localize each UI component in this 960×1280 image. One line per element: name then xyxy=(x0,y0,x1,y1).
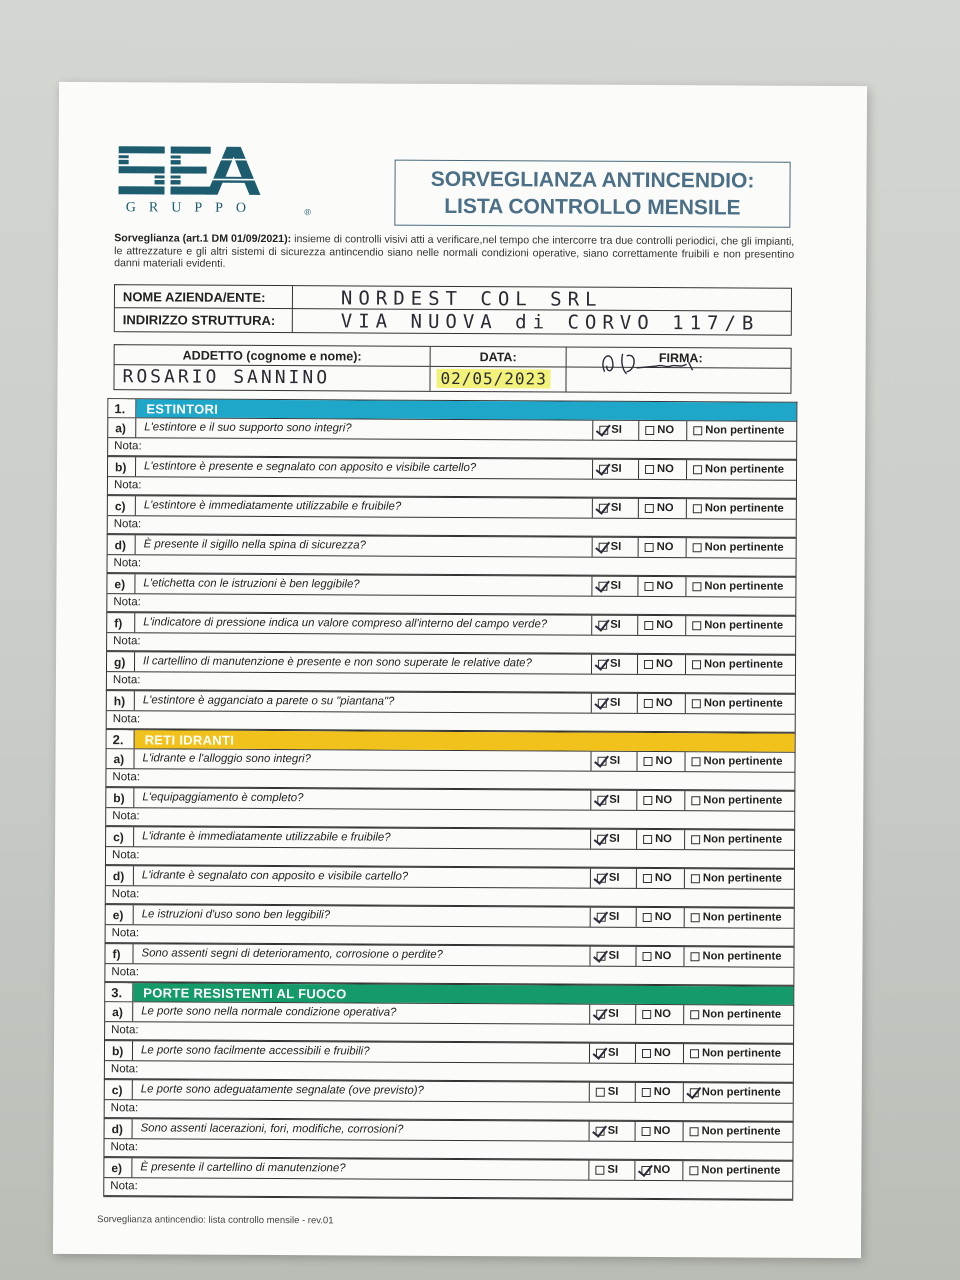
checkbox-icon[interactable] xyxy=(645,543,654,552)
note-row[interactable]: Nota: xyxy=(108,438,796,460)
checklist-item xyxy=(107,495,797,538)
note-row[interactable]: Nota: xyxy=(107,633,795,655)
question-text: Sono assenti segni di deterioramento, corrosione o perdite? xyxy=(141,947,443,961)
question-letter: e) xyxy=(107,574,135,593)
option-label: Non pertinente xyxy=(702,950,782,963)
option-yes[interactable] xyxy=(590,908,636,927)
date-field[interactable]: 02/05/2023 xyxy=(436,369,550,389)
option-label: Non pertinente xyxy=(703,833,783,846)
note-row[interactable]: Nota: xyxy=(105,964,793,986)
checkbox-icon[interactable] xyxy=(598,699,607,708)
option-label: Non pertinente xyxy=(704,658,784,671)
question-letter: g) xyxy=(107,652,135,671)
checklist-item xyxy=(106,651,796,694)
checkbox-icon[interactable] xyxy=(643,796,652,805)
option-not-applicable[interactable] xyxy=(685,577,795,597)
option-not-applicable[interactable] xyxy=(682,1161,792,1181)
section-number: 1. xyxy=(108,399,136,417)
option-label: Non pertinente xyxy=(704,502,784,515)
option-no[interactable] xyxy=(635,1044,683,1063)
option-yes[interactable] xyxy=(590,830,636,849)
option-yes[interactable] xyxy=(590,869,636,888)
option-label: SI xyxy=(609,696,621,709)
option-not-applicable[interactable] xyxy=(684,752,794,772)
section-number: 2. xyxy=(107,730,135,748)
option-label: SI xyxy=(609,754,621,767)
option-no[interactable] xyxy=(636,791,684,810)
staff-column xyxy=(114,345,430,391)
note-row[interactable]: Nota: xyxy=(108,477,796,499)
section-header xyxy=(107,398,797,421)
checkbox-icon[interactable] xyxy=(642,1010,651,1019)
option-label: Non pertinente xyxy=(701,1086,781,1099)
question-letter: h) xyxy=(107,691,135,710)
checkbox-icon[interactable] xyxy=(597,835,606,844)
registered-mark: ® xyxy=(304,207,312,218)
option-yes[interactable] xyxy=(591,694,637,713)
note-row[interactable]: Nota: xyxy=(104,1178,792,1200)
staff-info-table xyxy=(113,344,791,394)
address-row xyxy=(115,308,791,335)
checkbox-icon[interactable] xyxy=(596,1127,605,1136)
checkbox-icon[interactable] xyxy=(642,1049,651,1058)
checkbox-icon[interactable] xyxy=(689,1166,698,1175)
option-label: SI xyxy=(607,1046,619,1059)
option-no[interactable] xyxy=(635,1122,683,1141)
option-label: SI xyxy=(610,579,622,592)
option-not-applicable[interactable] xyxy=(685,616,795,636)
checklist-item xyxy=(104,1040,794,1083)
checklist-item xyxy=(106,690,796,733)
question-text: L'estintore e il suo supporto sono integri? xyxy=(144,421,352,435)
option-not-applicable[interactable] xyxy=(683,947,793,967)
option-label: NO xyxy=(654,911,672,924)
option-label: SI xyxy=(610,501,622,514)
checkbox-icon[interactable] xyxy=(599,504,608,513)
checkbox-icon[interactable] xyxy=(645,465,654,474)
option-label: NO xyxy=(655,697,673,710)
checkbox-icon[interactable] xyxy=(691,874,700,883)
checklist-item xyxy=(105,748,795,791)
checkbox-icon[interactable] xyxy=(693,426,702,435)
checklist-sheet xyxy=(53,82,867,1258)
checkbox-icon[interactable] xyxy=(693,465,702,474)
question-text: Le porte sono nella normale condizione operativa? xyxy=(141,1005,397,1019)
option-yes[interactable] xyxy=(589,947,635,966)
option-yes[interactable] xyxy=(589,1122,635,1141)
checkbox-icon[interactable] xyxy=(598,660,607,669)
checklist-item xyxy=(105,826,795,869)
option-not-applicable[interactable] xyxy=(686,460,796,480)
sea-logo-icon xyxy=(114,142,264,199)
checkbox-icon[interactable] xyxy=(642,1127,651,1136)
checkbox-icon[interactable] xyxy=(690,952,699,961)
option-yes[interactable] xyxy=(592,460,638,479)
checkbox-icon[interactable] xyxy=(693,543,702,552)
option-label: NO xyxy=(656,658,673,671)
checkbox-icon[interactable] xyxy=(599,465,608,474)
signature-label: FIRMA: xyxy=(567,348,791,369)
option-label: SI xyxy=(611,462,622,475)
question-letter: f) xyxy=(105,944,133,963)
option-label: Non pertinente xyxy=(703,755,783,768)
option-label: SI xyxy=(608,871,620,884)
note-row[interactable]: Nota: xyxy=(104,1139,792,1161)
option-no[interactable] xyxy=(638,538,686,557)
checklist-item xyxy=(103,1118,793,1161)
section-title: ESTINTORI xyxy=(136,399,796,420)
option-label: SI xyxy=(610,618,621,631)
checkbox-icon[interactable] xyxy=(644,699,653,708)
checkbox-icon[interactable] xyxy=(692,582,701,591)
option-yes[interactable] xyxy=(589,1005,635,1024)
question-text: L'idrante è immediatamente utilizzabile e fruibile? xyxy=(142,830,391,844)
option-label: NO xyxy=(655,755,673,768)
option-label: NO xyxy=(653,1086,671,1099)
option-not-applicable[interactable] xyxy=(684,791,794,811)
option-not-applicable[interactable] xyxy=(683,1044,793,1064)
option-label: Non pertinente xyxy=(701,1047,781,1060)
option-no[interactable] xyxy=(638,460,686,479)
option-yes[interactable] xyxy=(589,1083,635,1102)
checkbox-icon[interactable] xyxy=(645,426,654,435)
checkbox-icon[interactable] xyxy=(597,913,606,922)
checklist-item xyxy=(106,573,796,616)
checkbox-icon[interactable] xyxy=(693,504,702,513)
option-label: NO xyxy=(656,619,674,632)
option-yes[interactable] xyxy=(590,752,636,771)
option-label: Non pertinente xyxy=(703,794,783,807)
option-label: NO xyxy=(655,794,673,807)
option-not-applicable[interactable] xyxy=(686,421,796,441)
checkbox-icon[interactable] xyxy=(691,913,700,922)
checkbox-icon[interactable] xyxy=(597,874,606,883)
option-not-applicable[interactable] xyxy=(684,869,794,889)
question-letter: a) xyxy=(105,1002,133,1021)
option-label: Non pertinente xyxy=(702,911,782,924)
company-info-table xyxy=(114,284,792,336)
option-not-applicable[interactable] xyxy=(686,538,796,558)
checkbox-icon[interactable] xyxy=(596,1088,605,1097)
document-title xyxy=(394,160,790,228)
option-not-applicable[interactable] xyxy=(683,1005,793,1025)
option-yes[interactable] xyxy=(592,421,638,440)
question-letter: b) xyxy=(106,788,134,807)
checkbox-icon[interactable] xyxy=(692,621,701,630)
checkbox-icon[interactable] xyxy=(690,1049,699,1058)
option-label: NO xyxy=(657,463,674,476)
question-letter: e) xyxy=(106,905,134,924)
option-yes[interactable] xyxy=(591,655,637,674)
checkbox-icon[interactable] xyxy=(644,757,653,766)
note-row[interactable]: Nota: xyxy=(106,769,794,791)
question-text: L'etichetta con le istruzioni è ben leggibile? xyxy=(143,577,360,591)
note-row[interactable]: Nota: xyxy=(106,847,794,869)
option-label: SI xyxy=(611,423,622,436)
question-text: L'estintore è immediatamente utilizzabile e fruibile? xyxy=(143,499,402,513)
section-header xyxy=(104,982,794,1005)
option-label: Non pertinente xyxy=(704,580,784,593)
option-yes[interactable] xyxy=(591,616,637,635)
question-text: L'idrante e l'alloggio sono integri? xyxy=(142,752,311,766)
checklist-item xyxy=(107,456,797,499)
question-text: L'estintore è agganciato a parete o su "piantana"? xyxy=(142,694,395,708)
option-label: NO xyxy=(654,872,672,885)
note-row[interactable]: Nota: xyxy=(105,1061,793,1083)
checkbox-icon[interactable] xyxy=(642,952,651,961)
section-title: PORTE RESISTENTI AL FUOCO xyxy=(133,983,793,1004)
section-number: 3. xyxy=(105,983,133,1001)
checklist-item xyxy=(105,865,795,908)
option-no[interactable] xyxy=(634,1161,682,1180)
option-no[interactable] xyxy=(635,1083,683,1102)
checkbox-icon[interactable] xyxy=(690,1010,699,1019)
option-label: SI xyxy=(610,540,622,553)
company-logo xyxy=(114,142,312,223)
option-label: Non pertinente xyxy=(705,424,785,437)
option-label: Non pertinente xyxy=(701,1164,781,1177)
option-no[interactable] xyxy=(635,947,683,966)
checkbox-icon[interactable] xyxy=(643,913,652,922)
option-label: SI xyxy=(609,832,620,845)
checklist-item xyxy=(104,943,794,986)
address-field[interactable]: VIA NUOVA di CORVO 117/B xyxy=(340,310,760,335)
checkbox-icon[interactable] xyxy=(691,796,700,805)
option-label: SI xyxy=(608,949,620,962)
signature-icon[interactable] xyxy=(597,352,707,377)
option-label: NO xyxy=(654,950,672,963)
question-letter: c) xyxy=(105,1080,133,1099)
note-row[interactable]: Nota: xyxy=(107,672,795,694)
option-no[interactable] xyxy=(638,421,686,440)
staff-label: ADDETTO (cognome e nome): xyxy=(115,345,430,367)
question-text: Le porte sono facilmente accessibili e fruibili? xyxy=(140,1044,370,1058)
question-text: L'indicatore di pressione indica un valore compreso all'interno del campo verde? xyxy=(143,616,548,631)
question-letter: b) xyxy=(108,457,136,476)
checklist-item xyxy=(104,1001,794,1044)
question-letter: c) xyxy=(106,827,134,846)
intro-text: insieme di controlli visivi atti a verificare,nel tempo che intercorre tra due controlli periodici, che gli impianti, le attrezzature e gli altri sistemi di sicurezza antincendio siano nelle normali condizioni operative, siano correttamente fruibili e non presentino danni materiali evidenti. xyxy=(114,233,795,270)
checkbox-icon[interactable] xyxy=(597,796,606,805)
option-label: SI xyxy=(608,910,620,923)
option-label: SI xyxy=(609,793,620,806)
option-yes[interactable] xyxy=(591,577,637,596)
note-row[interactable]: Nota: xyxy=(106,925,794,947)
date-label: DATA: xyxy=(431,347,566,368)
checkbox-icon[interactable] xyxy=(690,1088,699,1097)
option-label: NO xyxy=(656,580,674,593)
intro-paragraph xyxy=(114,232,794,273)
question-letter: d) xyxy=(108,535,136,554)
note-row[interactable]: Nota: xyxy=(107,711,795,733)
checkbox-icon[interactable] xyxy=(690,1127,699,1136)
option-not-applicable[interactable] xyxy=(684,908,794,928)
note-row[interactable]: Nota: xyxy=(106,886,794,908)
option-not-applicable[interactable] xyxy=(683,1122,793,1142)
question-letter: d) xyxy=(106,866,134,885)
option-label: SI xyxy=(607,1085,619,1098)
checkbox-icon[interactable] xyxy=(598,621,607,630)
option-no[interactable] xyxy=(637,694,685,713)
signature-column xyxy=(566,348,790,393)
option-label: Non pertinente xyxy=(701,1125,781,1138)
option-yes[interactable] xyxy=(592,538,638,557)
question-letter: d) xyxy=(105,1119,133,1138)
question-text: L'estintore è presente e segnalato con apposito e visibile cartello? xyxy=(144,460,477,475)
option-label: Non pertinente xyxy=(702,1008,782,1021)
option-label: Non pertinente xyxy=(705,463,785,476)
checkbox-icon[interactable] xyxy=(598,582,607,591)
option-label: SI xyxy=(607,1163,618,1176)
title-line-2: LISTA CONTROLLO MENSILE xyxy=(444,194,741,220)
checklist-item xyxy=(106,612,796,655)
question-letter: a) xyxy=(106,749,134,768)
question-letter: b) xyxy=(105,1041,133,1060)
checkbox-icon[interactable] xyxy=(598,757,607,766)
option-not-applicable[interactable] xyxy=(684,830,794,850)
checkbox-icon[interactable] xyxy=(641,1166,650,1175)
option-label: SI xyxy=(610,657,621,670)
question-text: È presente il cartellino di manutenzione? xyxy=(140,1161,346,1175)
date-field-wrap xyxy=(430,367,565,391)
option-label: Non pertinente xyxy=(704,619,784,632)
option-no[interactable] xyxy=(635,1005,683,1024)
checklist-item xyxy=(107,534,797,577)
option-yes[interactable] xyxy=(589,1044,635,1063)
note-row[interactable]: Nota: xyxy=(105,1022,793,1044)
checklist-item xyxy=(107,417,797,460)
note-row[interactable]: Nota: xyxy=(106,808,794,830)
option-label: NO xyxy=(653,1164,671,1177)
checkbox-icon[interactable] xyxy=(644,582,653,591)
note-row[interactable]: Nota: xyxy=(105,1100,793,1122)
option-no[interactable] xyxy=(636,752,684,771)
checklist-item xyxy=(105,787,795,830)
option-label: NO xyxy=(653,1125,671,1138)
checkbox-icon[interactable] xyxy=(645,504,654,513)
question-text: Sono assenti lacerazioni, fori, modifiche, corrosioni? xyxy=(140,1122,404,1136)
option-yes[interactable] xyxy=(588,1161,634,1180)
section-header xyxy=(106,729,796,752)
option-yes[interactable] xyxy=(590,791,636,810)
checklist-item xyxy=(105,904,795,947)
option-no[interactable] xyxy=(636,830,684,849)
checkbox-icon[interactable] xyxy=(644,660,653,669)
option-label: SI xyxy=(607,1124,619,1137)
option-no[interactable] xyxy=(637,616,685,635)
footer-text: Sorveglianza antincendio: lista controllo mensile - rev.01 xyxy=(97,1214,334,1227)
checklist xyxy=(103,398,797,1201)
checkbox-icon[interactable] xyxy=(692,660,701,669)
question-text: Le porte sono adeguatamente segnalate (ove previsto)? xyxy=(140,1083,424,1097)
question-text: L'equipaggiamento è completo? xyxy=(142,791,304,805)
staff-field[interactable]: ROSARIO SANNINO xyxy=(122,366,331,389)
question-letter: f) xyxy=(107,613,135,632)
logo-subtitle: GRUPPO xyxy=(125,200,260,216)
option-label: NO xyxy=(656,502,674,515)
question-letter: e) xyxy=(104,1158,132,1177)
option-label: Non pertinente xyxy=(703,697,783,710)
checkbox-icon[interactable] xyxy=(595,1166,604,1175)
checkbox-icon[interactable] xyxy=(596,1049,605,1058)
question-text: L'idrante è segnalato con apposito e visibile cartello? xyxy=(141,869,409,883)
checkbox-icon[interactable] xyxy=(599,543,608,552)
company-label: NOME AZIENDA/ENTE: xyxy=(115,285,293,308)
option-no[interactable] xyxy=(636,908,684,927)
checkbox-icon[interactable] xyxy=(691,835,700,844)
option-label: Non pertinente xyxy=(704,541,784,554)
option-not-applicable[interactable] xyxy=(685,694,795,714)
checkbox-icon[interactable] xyxy=(643,874,652,883)
option-no[interactable] xyxy=(636,869,684,888)
checkbox-icon[interactable] xyxy=(644,621,653,630)
option-not-applicable[interactable] xyxy=(683,1083,793,1103)
date-column xyxy=(430,347,566,392)
checkbox-icon[interactable] xyxy=(596,952,605,961)
checkbox-icon[interactable] xyxy=(596,1010,605,1019)
question-letter: a) xyxy=(108,418,136,437)
question-text: Le istruzioni d'uso sono ben leggibili? xyxy=(141,908,331,922)
checklist-item xyxy=(104,1079,794,1122)
title-line-1: SORVEGLIANZA ANTINCENDIO: xyxy=(430,167,755,193)
question-letter: c) xyxy=(108,496,136,515)
option-label: NO xyxy=(656,541,674,554)
question-text: Il cartellino di manutenzione è presente e non sono superate le relative date? xyxy=(143,655,532,670)
note-row[interactable]: Nota: xyxy=(107,594,795,616)
option-not-applicable[interactable] xyxy=(685,655,795,675)
address-label: INDIRIZZO STRUTTURA: xyxy=(115,308,293,332)
checklist-item xyxy=(103,1157,793,1200)
option-label: NO xyxy=(653,1047,671,1060)
checkbox-icon[interactable] xyxy=(691,757,700,766)
option-no[interactable] xyxy=(638,499,686,518)
option-not-applicable[interactable] xyxy=(686,499,796,519)
question-text: È presente il sigillo nella spina di sicurezza? xyxy=(143,538,366,552)
checkbox-icon[interactable] xyxy=(642,1088,651,1097)
option-label: Non pertinente xyxy=(702,872,782,885)
checkbox-icon[interactable] xyxy=(599,426,608,435)
intro-bold: Sorveglianza (art.1 DM 01/09/2021): xyxy=(114,232,292,246)
option-yes[interactable] xyxy=(592,499,638,518)
company-field[interactable]: NORDEST COL SRL xyxy=(340,287,603,311)
checkbox-icon[interactable] xyxy=(692,699,701,708)
note-row[interactable]: Nota: xyxy=(108,555,796,577)
option-label: SI xyxy=(608,1007,619,1020)
option-no[interactable] xyxy=(637,577,685,596)
option-label: NO xyxy=(657,424,675,437)
option-label: NO xyxy=(655,833,672,846)
section-title: RETI IDRANTI xyxy=(135,730,795,751)
option-label: NO xyxy=(654,1008,672,1021)
option-no[interactable] xyxy=(637,655,685,674)
checkbox-icon[interactable] xyxy=(643,835,652,844)
note-row[interactable]: Nota: xyxy=(108,516,796,538)
